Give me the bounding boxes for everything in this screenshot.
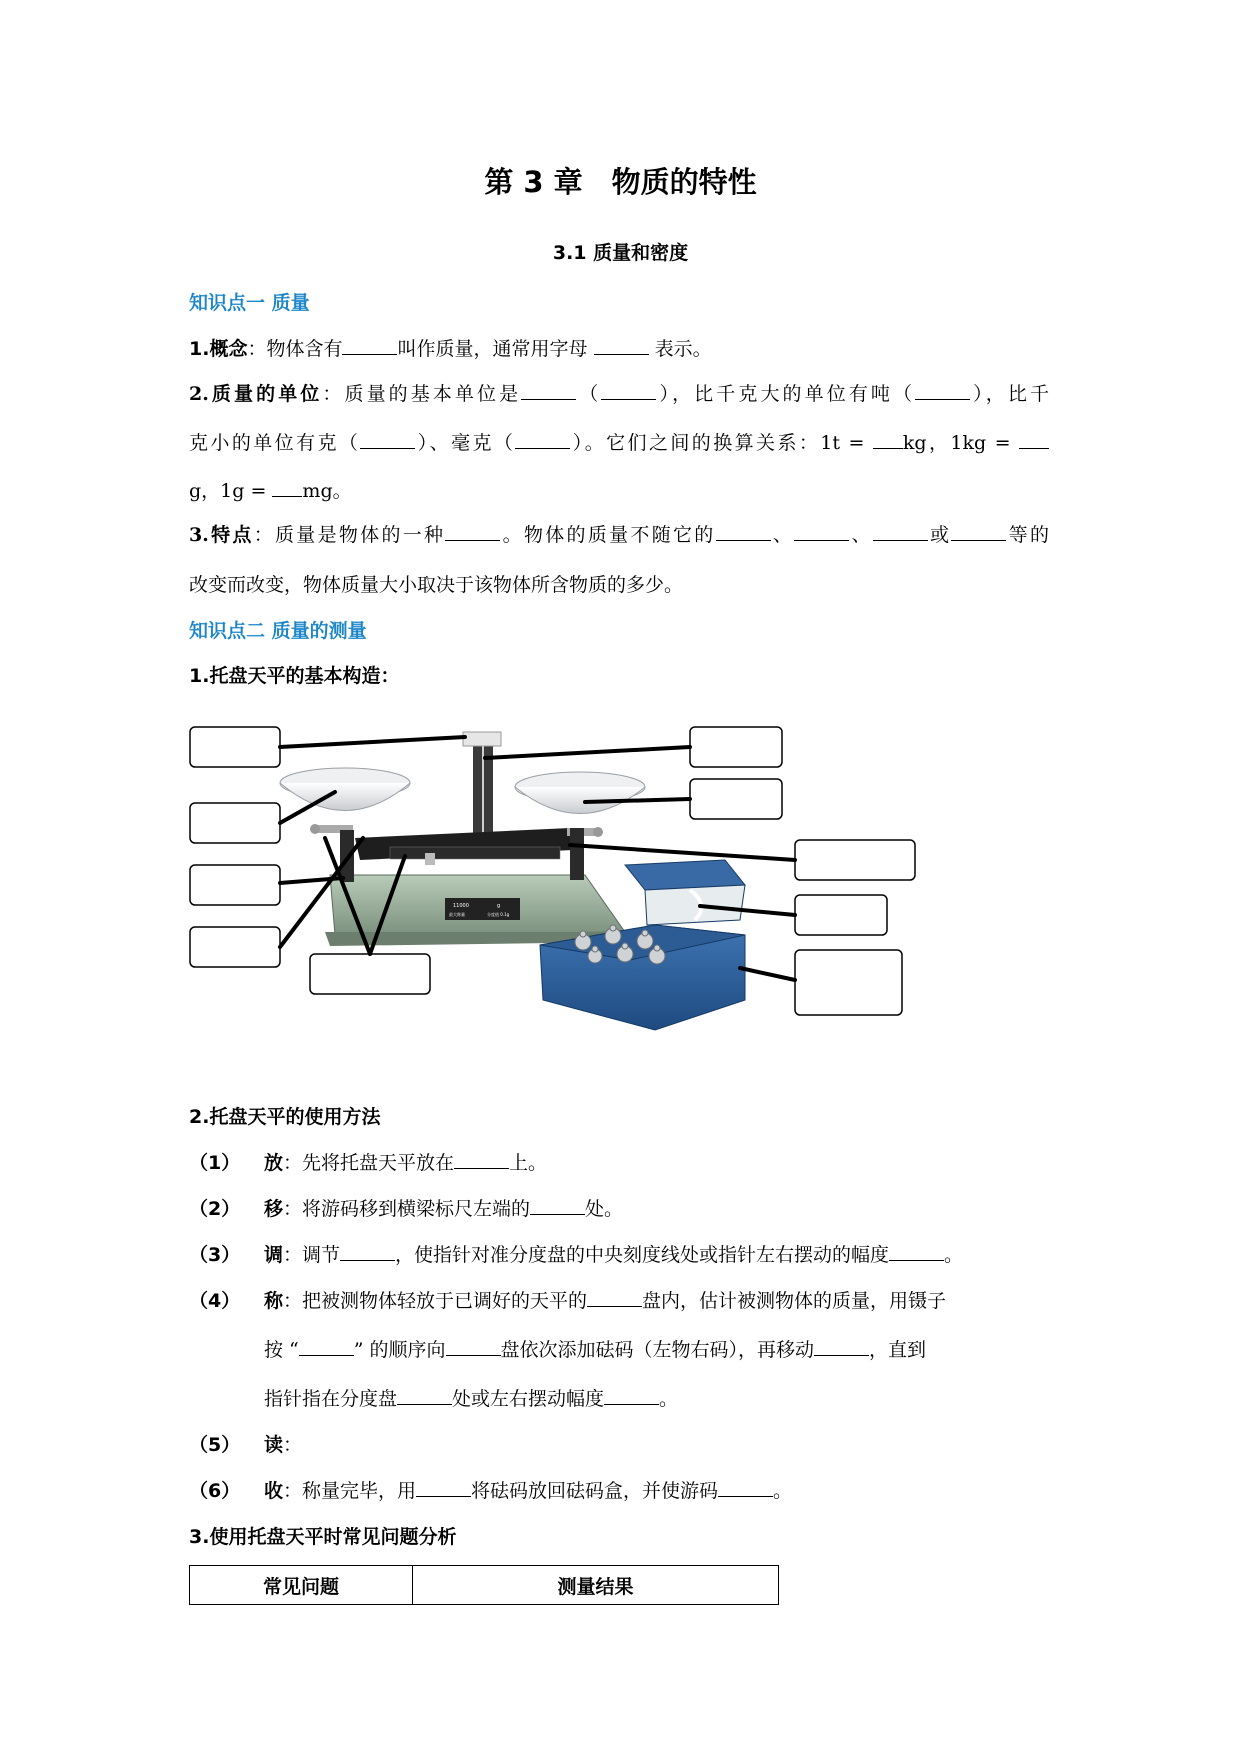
label-box-balance-nut[interactable]	[190, 927, 280, 967]
blank	[397, 1386, 452, 1405]
feature-paragraph-line1: 3.特点：质量是物体的一种 。物体的质量不随它的 、 、 或 等的	[189, 524, 1049, 546]
blank	[587, 1288, 642, 1307]
label-box-scale-indicator[interactable]	[190, 727, 280, 767]
svg-text:g: g	[497, 903, 501, 909]
blank	[521, 381, 576, 400]
blank	[718, 1478, 773, 1497]
blank	[594, 336, 649, 355]
blank	[416, 1478, 471, 1497]
blank	[915, 381, 970, 400]
blank	[515, 430, 570, 449]
concept-label: 1.概念	[189, 338, 248, 360]
svg-text:分度值 0.1g: 分度值 0.1g	[487, 912, 510, 917]
blank	[454, 1150, 509, 1169]
usage-heading: 2.托盘天平的使用方法	[189, 1106, 381, 1128]
blank	[716, 522, 771, 541]
unit-paragraph-line3: g，1g = mg。	[189, 480, 352, 502]
step-5: （5） 读：	[189, 1434, 303, 1456]
blank	[951, 522, 1006, 541]
label-box-tweezers[interactable]	[795, 895, 887, 935]
blank	[360, 430, 415, 449]
problems-table	[189, 1565, 779, 1605]
step-1: （1） 放：先将托盘天平放在 上。	[189, 1152, 548, 1174]
blank	[299, 1337, 354, 1356]
feature-paragraph-line2: 改变而改变，物体质量大小取决于该物体所含物质的多少。	[189, 574, 684, 596]
label-box-beam-rider[interactable]	[310, 954, 430, 994]
label-box-left-pan[interactable]	[190, 803, 280, 843]
table-header-cell: 测量结果	[413, 1566, 779, 1605]
structure-heading: 1.托盘天平的基本构造：	[189, 665, 400, 687]
balance-diagram	[185, 710, 925, 1050]
blank	[814, 1337, 869, 1356]
knowledge-point-1-heading: 知识点一 质量	[189, 292, 310, 314]
problems-heading: 3.使用托盘天平时常见问题分析	[189, 1526, 457, 1548]
label-box-weights[interactable]	[795, 950, 902, 1015]
blank	[889, 1242, 944, 1261]
concept-paragraph: 1.概念：物体含有 叫作质量，通常用字母 表示。	[189, 338, 712, 360]
step-4-line2: 按 “ ” 的顺序向 盘依次添加砝码（左物右码），再移动 ，直到	[264, 1339, 927, 1361]
svg-text:11000: 11000	[453, 903, 469, 909]
blank	[530, 1196, 585, 1215]
blank	[1019, 430, 1049, 449]
rider	[425, 853, 435, 865]
feature-label: 3.特点	[189, 524, 254, 546]
knowledge-point-2-heading: 知识点二 质量的测量	[189, 620, 367, 642]
blank	[794, 522, 849, 541]
blank	[604, 1386, 659, 1405]
table-header-row	[190, 1566, 779, 1605]
blank	[446, 1337, 501, 1356]
label-box-pointer[interactable]	[690, 727, 782, 767]
step-4-line3: 指针指在分度盘 处或左右摆动幅度 。	[264, 1388, 679, 1410]
label-box-scale[interactable]	[795, 840, 915, 880]
step-4: （4） 称：把被测物体轻放于已调好的天平的 盘内，估计被测物体的质量，用镊子	[189, 1290, 947, 1312]
section-title: 3.1 质量和密度	[552, 242, 689, 264]
unit-paragraph-line1: 2.质量的单位：质量的基本单位是 （ ），比千克大的单位有吨（ ），比千	[189, 383, 1049, 405]
step-6: （6） 收：称量完毕，用 将砝码放回砝码盒，并使游码 。	[189, 1480, 793, 1502]
table-header-cell: 常见问题	[190, 1566, 413, 1605]
beam-scale	[390, 847, 560, 859]
label-box-base[interactable]	[190, 865, 280, 905]
blank	[873, 430, 903, 449]
blank	[340, 1242, 395, 1261]
step-3: （3） 调：调节 ，使指针对准分度盘的中央刻度线处或指针左右摆动的幅度 。	[189, 1244, 964, 1266]
svg-text:最大称量: 最大称量	[449, 912, 465, 917]
label-box-right-pan[interactable]	[690, 779, 782, 819]
blank	[601, 381, 656, 400]
unit-paragraph-line2: 克小的单位有克（ ）、毫克（ ）。它们之间的换算关系：1t = kg，1kg =	[189, 428, 1049, 455]
blank	[342, 336, 397, 355]
blank	[873, 522, 928, 541]
blank	[272, 478, 302, 497]
step-2: （2） 移：将游码移到横梁标尺左端的 处。	[189, 1198, 624, 1220]
unit-label: 2.质量的单位	[189, 383, 323, 405]
blank	[445, 522, 500, 541]
chapter-title: 第 3 章 物质的特性	[484, 165, 757, 199]
scale-indicator	[463, 732, 501, 746]
